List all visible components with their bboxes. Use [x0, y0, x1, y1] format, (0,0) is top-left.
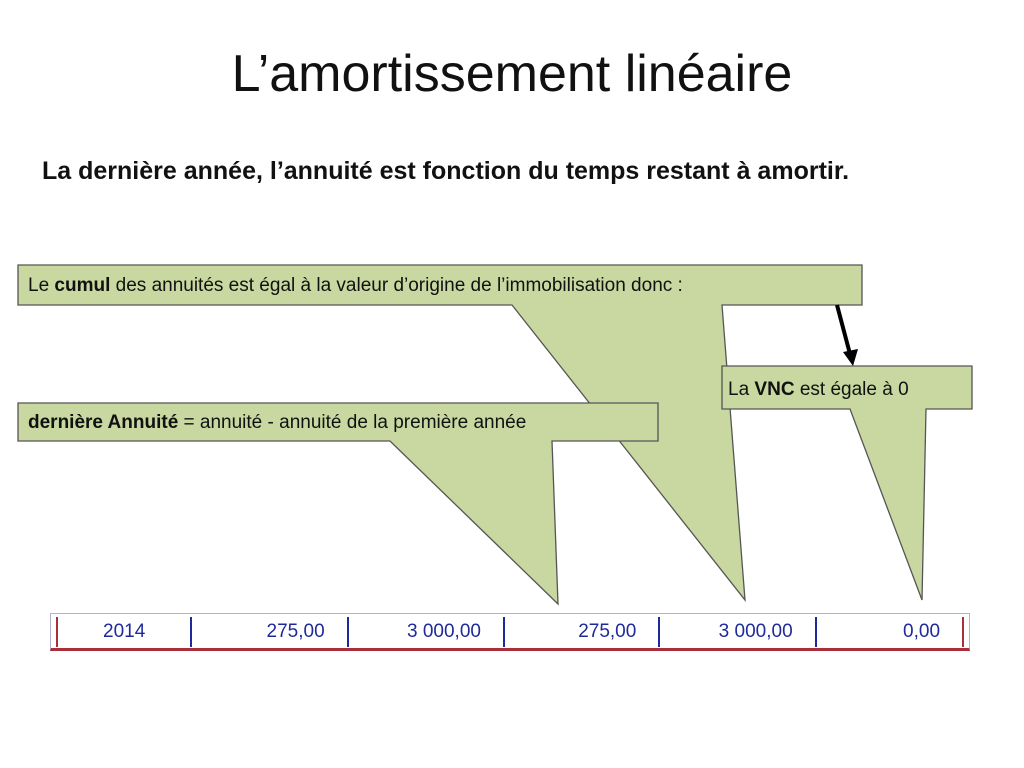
callout-cumul-before: Le [28, 275, 55, 296]
callout-derniere-after: = annuité - annuité de la première année [178, 412, 527, 433]
callout-cumul-after: des annuités est égal à la valeur d’origine de l’immobilisation donc : [110, 275, 683, 296]
callout-derniere-text [28, 411, 526, 435]
table-row [56, 617, 964, 647]
table-cell-year: 2014 [103, 621, 146, 642]
slide-subtitle: La dernière année, l’annuité est fonction du temps restant à amortir. [42, 157, 850, 185]
amortization-table [50, 613, 970, 651]
table-cell-base: 3 000,00 [347, 617, 503, 647]
callout-vnc-after: est égale à 0 [794, 379, 909, 400]
arrow-head [843, 349, 858, 366]
callout-cumul-text [28, 274, 683, 298]
slide-title: L’amortissement linéaire [231, 45, 793, 103]
callout-derniere-bold: dernière Annuité [28, 412, 179, 433]
table-cell-last-annuity: 275,00 [503, 617, 658, 647]
table-cell-annuity: 275,00 [190, 617, 346, 647]
callout-vnc-text [728, 378, 909, 402]
callout-vnc-before: La [728, 379, 755, 400]
callout-cumul-bold: cumul [54, 275, 111, 296]
table-cell-cumul: 3 000,00 [658, 617, 814, 647]
callout-vnc-bold: VNC [754, 379, 795, 400]
table-cell-vnc: 0,00 [815, 617, 962, 647]
arrow-line [837, 305, 850, 354]
